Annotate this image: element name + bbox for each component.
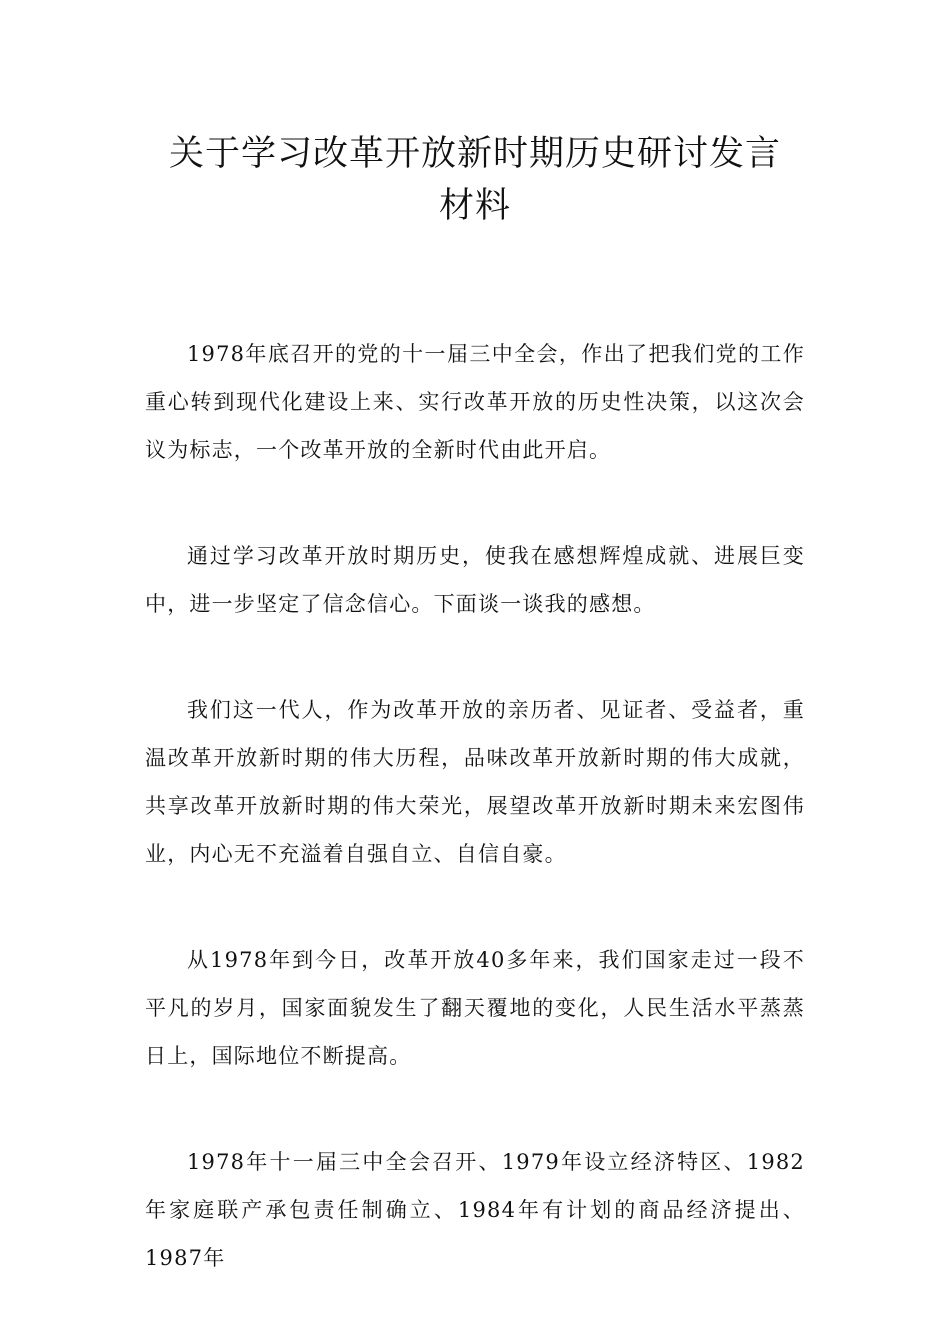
document-body — [145, 330, 805, 1340]
paragraph-4: 从1978年到今日，改革开放40多年来，我们国家走过一段不平凡的岁月，国家面貌发生了翻天覆地的变化，人民生活水平蒸蒸日上，国际地位不断提高。 — [145, 948, 805, 1068]
paragraph-3: 我们这一代人，作为改革开放的亲历者、见证者、受益者，重温改革开放新时期的伟大历程，品味改革开放新时期的伟大成就，共享改革开放新时期的伟大荣光，展望改革开放新时期未来宏图伟业，内心无不充溢着自强自立、自信自豪。 — [145, 698, 805, 866]
document-title — [140, 128, 810, 232]
paragraph-1: 1978年底召开的党的十一届三中全会，作出了把我们党的工作重心转到现代化建设上来、实行改革开放的历史性决策，以这次会议为标志，一个改革开放的全新时代由此开启。 — [145, 342, 805, 462]
title-line-2: 材料 — [438, 186, 511, 226]
paragraph-5: 1978年十一届三中全会召开、1979年设立经济特区、1982年家庭联产承包责任制确立、1984年有计划的商品经济提出、1987年 — [145, 1150, 805, 1270]
title-line-1: 关于学习改革开放新时期历史研讨发言 — [168, 134, 781, 174]
paragraph-2: 通过学习改革开放时期历史，使我在感想辉煌成就、进展巨变中，进一步坚定了信念信心。下面谈一谈我的感想。 — [145, 544, 805, 616]
